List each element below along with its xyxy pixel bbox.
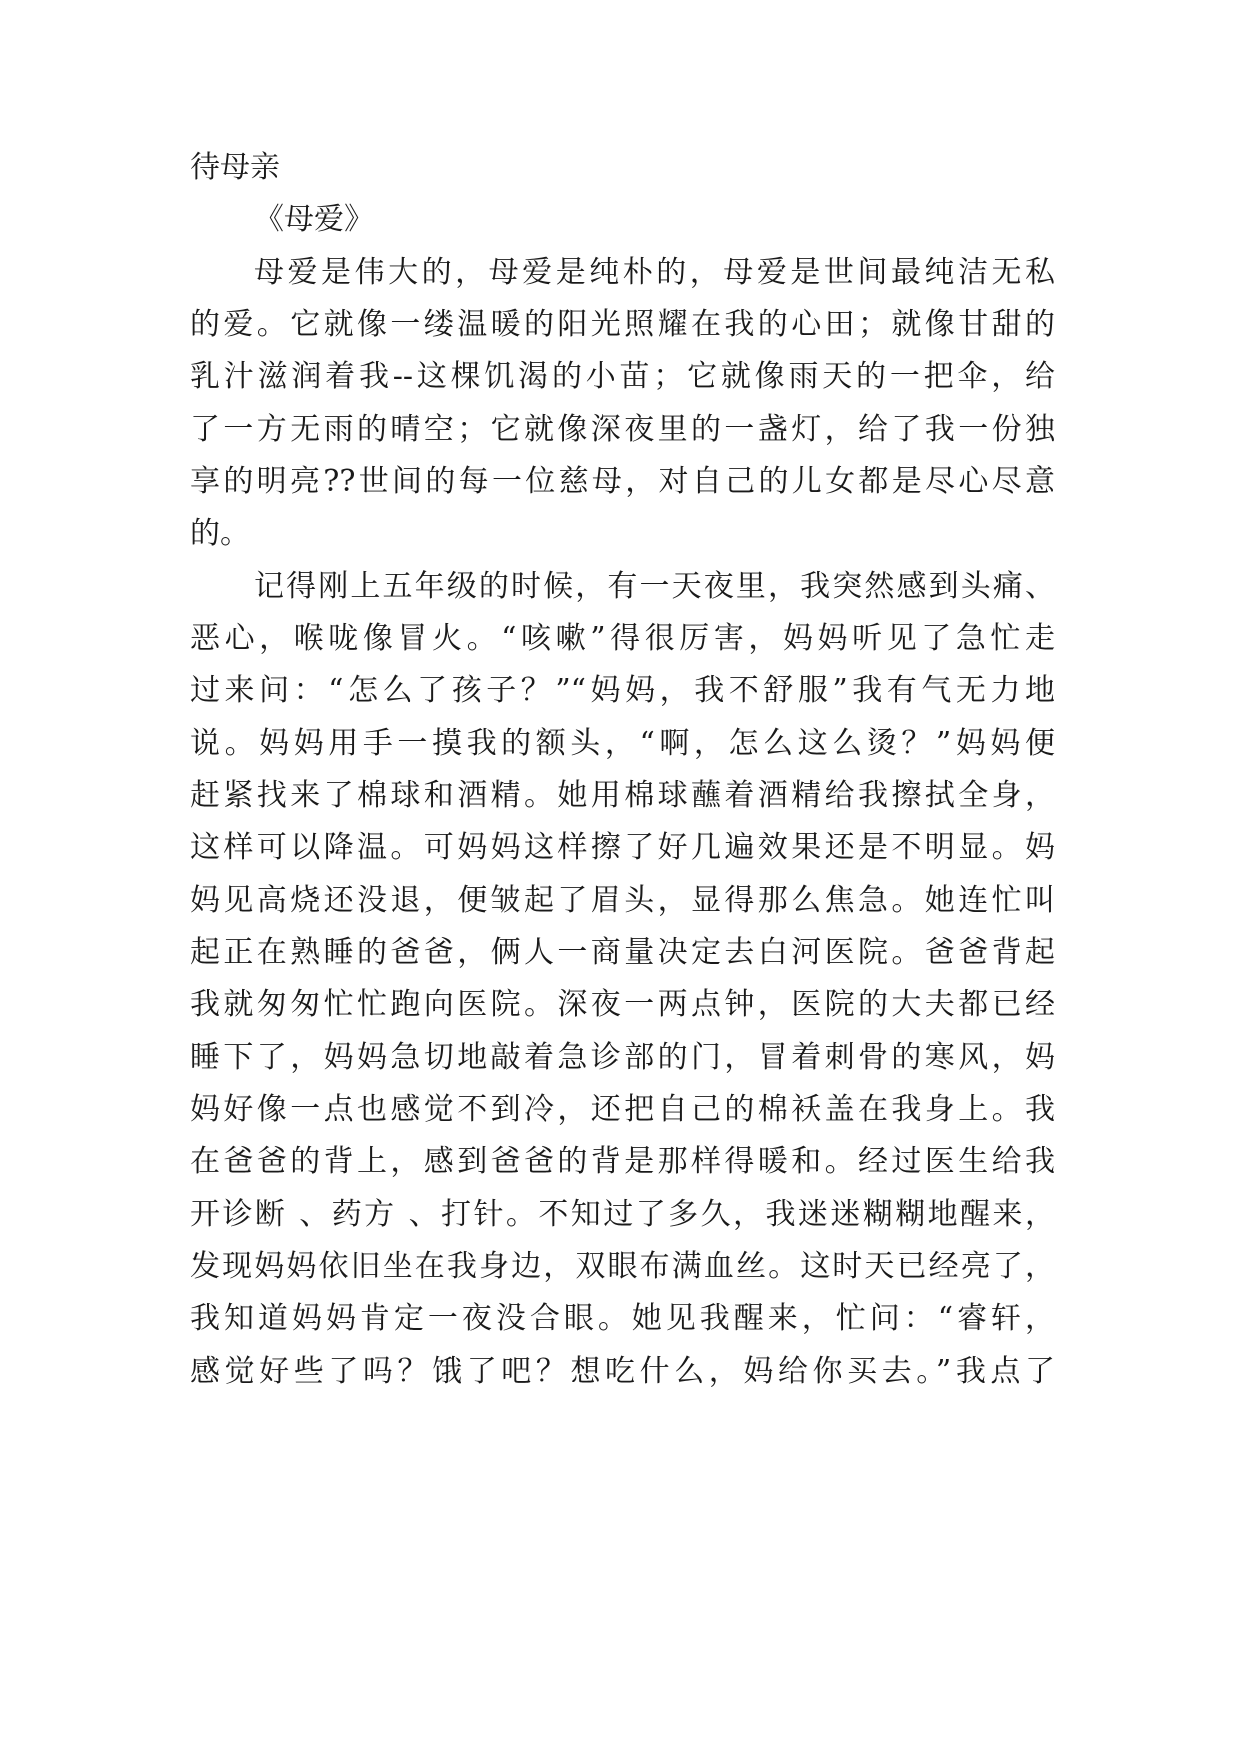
paragraph-1-line: 的。 (190, 516, 250, 551)
essay-title: 《母爱》 (254, 202, 374, 237)
paragraph-1-line: 母爱是伟大的，母爱是纯朴的，母爱是世间最纯洁无私 (254, 255, 1055, 290)
paragraph-2-line: 我知道妈妈肯定一夜没合眼。她见我醒来，忙问：“睿轩， (190, 1301, 1055, 1336)
paragraph-1-line: 的爱。它就像一缕温暖的阳光照耀在我的心田；就像甘甜的 (190, 307, 1055, 342)
paragraph-2-line: 开诊断 、药方 、打针。不知过了多久，我迷迷糊糊地醒来， (190, 1197, 1055, 1232)
paragraph-2-line: 睡下了，妈妈急切地敲着急诊部的门，冒着刺骨的寒风，妈 (190, 1040, 1055, 1075)
heading-fragment: 待母亲 (190, 150, 280, 185)
paragraph-2-line: 过来问：“怎么了孩子？”“妈妈，我不舒服”我有气无力地 (190, 673, 1055, 708)
paragraph-2-line: 妈见高烧还没退，便皱起了眉头，显得那么焦急。她连忙叫 (190, 883, 1055, 918)
paragraph-1-line: 了一方无雨的晴空；它就像深夜里的一盏灯，给了我一份独 (190, 412, 1055, 447)
paragraph-2-line: 记得刚上五年级的时候，有一天夜里，我突然感到头痛、 (254, 569, 1055, 604)
paragraph-2-line: 我就匆匆忙忙跑向医院。深夜一两点钟，医院的大夫都已经 (190, 987, 1055, 1022)
paragraph-2-line: 感觉好些了吗？饿了吧？想吃什么，妈给你买去。”我点了 (190, 1354, 1055, 1389)
paragraph-1-line: 乳汁滋润着我--这棵饥渴的小苗；它就像雨天的一把伞，给 (190, 359, 1055, 394)
paragraph-2-line: 说。妈妈用手一摸我的额头，“啊，怎么这么烫？”妈妈便 (190, 726, 1055, 761)
paragraph-2-line: 这样可以降温。可妈妈这样擦了好几遍效果还是不明显。妈 (190, 830, 1055, 865)
paragraph-2-line: 妈好像一点也感觉不到冷，还把自己的棉袄盖在我身上。我 (190, 1092, 1055, 1127)
paragraph-2-line: 在爸爸的背上，感到爸爸的背是那样得暖和。经过医生给我 (190, 1144, 1055, 1179)
paragraph-2-line: 起正在熟睡的爸爸，俩人一商量决定去白河医院。爸爸背起 (190, 935, 1055, 970)
paragraph-2-line: 恶心，喉咙像冒火。“咳嗽”得很厉害，妈妈听见了急忙走 (190, 621, 1055, 656)
paragraph-2-line: 赶紧找来了棉球和酒精。她用棉球蘸着酒精给我擦拭全身， (190, 778, 1055, 813)
paragraph-2-line: 发现妈妈依旧坐在我身边，双眼布满血丝。这时天已经亮了， (190, 1249, 1055, 1284)
paragraph-1-line: 享的明亮??世间的每一位慈母，对自己的儿女都是尽心尽意 (190, 464, 1055, 499)
